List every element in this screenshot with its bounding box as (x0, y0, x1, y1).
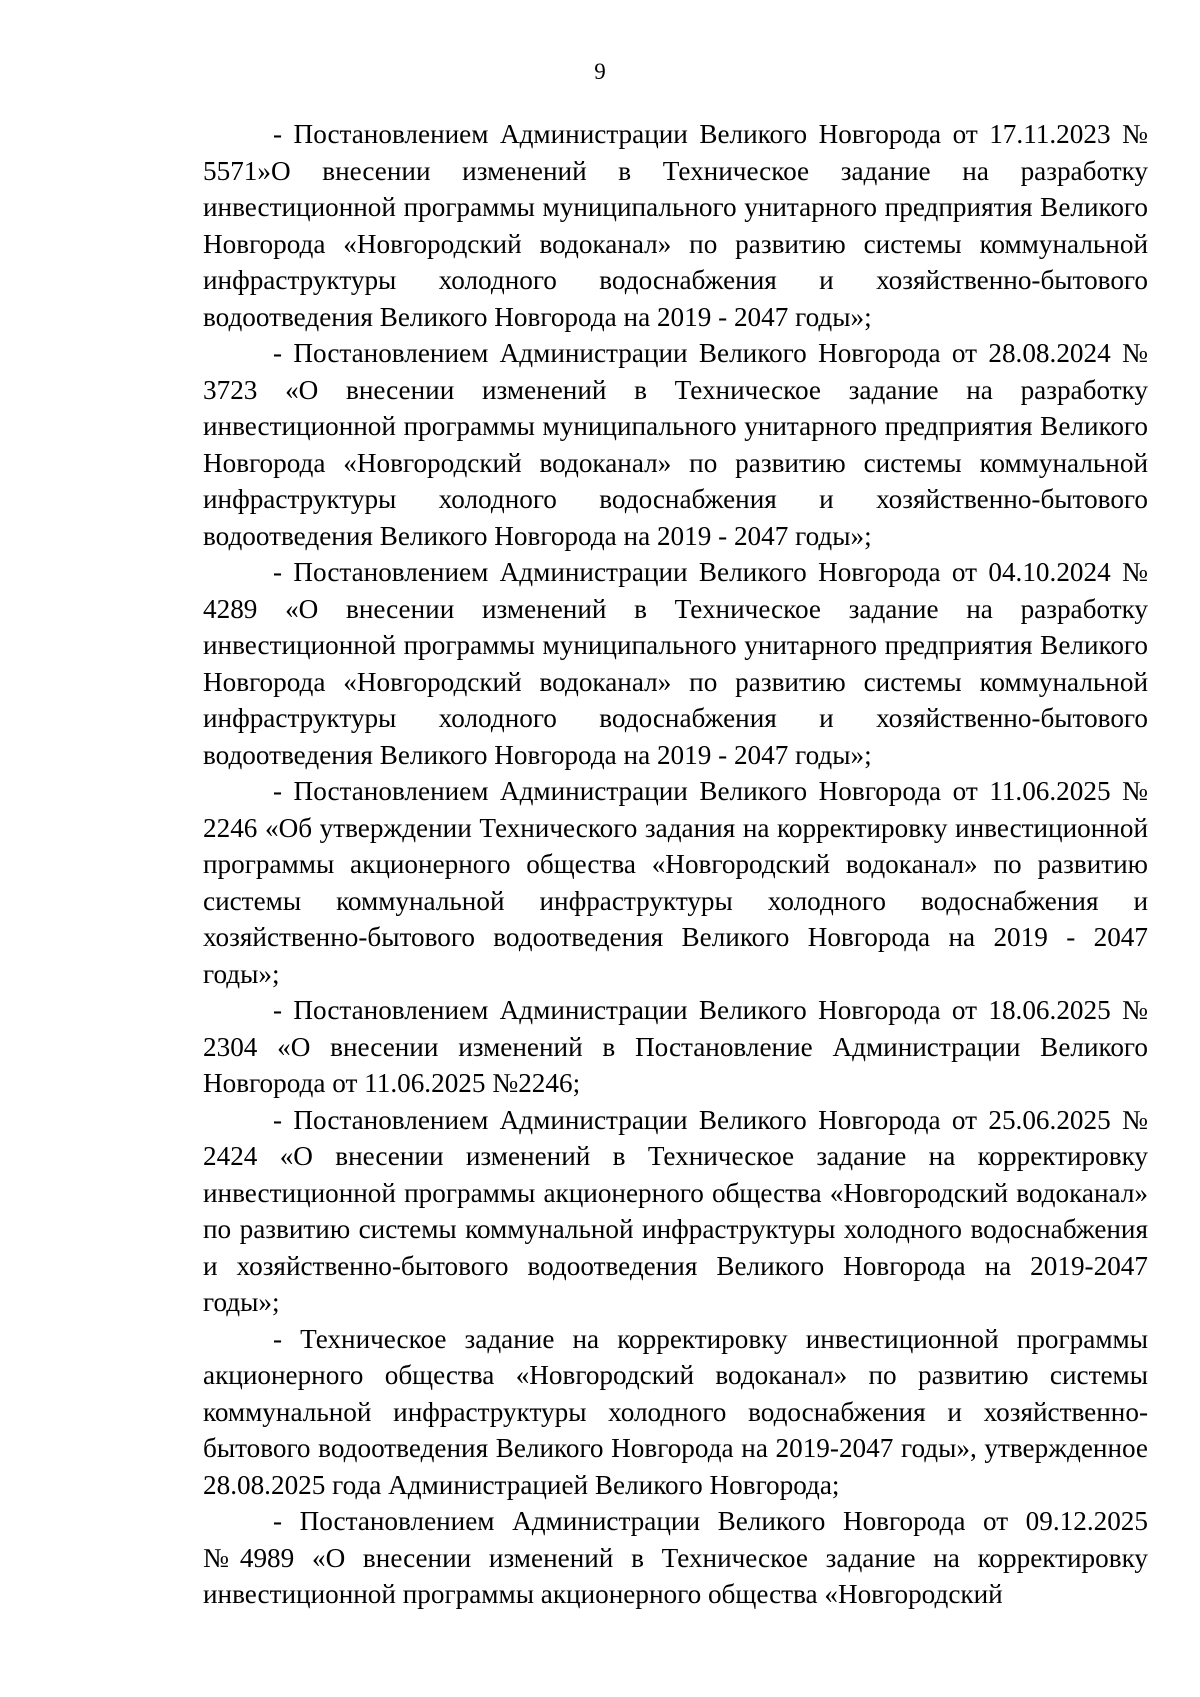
paragraph: - Постановлением Администрации Великого Новгорода от 04.10.2024 № 4289 «О внесении изменений в Техническое задание на разработку инвестиционной программы муниципального унитарного предприятия Великого Новгорода «Новгородский водоканал» по развитию системы коммунальной инфраструктуры холодного водоснабжения и хозяйственно-бытового водоотведения Великого Новгорода на 2019 - 2047 годы»; (203, 557, 1148, 770)
paragraph: - Постановлением Администрации Великого Новгорода от 18.06.2025 № 2304 «О внесении изменений в Постановление Администрации Великого Новгорода от 11.06.2025 №2246; (203, 995, 1148, 1098)
paragraph: - Постановлением Администрации Великого Новгорода от 11.06.2025 № 2246 «Об утверждении Технического задания на корректировку инвестиционной программы акционерного общества «Новгородский водоканал» по развитию системы коммунальной инфраструктуры холодного водоснабжения и хозяйственно-бытового водоотведения Великого Новгорода на 2019 - 2047 годы»; (203, 776, 1148, 989)
paragraph: - Постановлением Администрации Великого Новгорода от 28.08.2024 № 3723 «О внесении изменений в Техническое задание на разработку инвестиционной программы муниципального унитарного предприятия Великого Новгорода «Новгородский водоканал» по развитию системы коммунальной инфраструктуры холодного водоснабжения и хозяйственно-бытового водоотведения Великого Новгорода на 2019 - 2047 годы»; (203, 338, 1148, 551)
page-number: 9 (594, 59, 606, 84)
paragraph: - Постановлением Администрации Великого Новгорода от 17.11.2023 № 5571»О внесении изменений в Техническое задание на разработку инвестиционной программы муниципального унитарного предприятия Великого Новгорода «Новгородский водоканал» по развитию системы коммунальной инфраструктуры холодного водоснабжения и хозяйственно-бытового водоотведения Великого Новгорода на 2019 - 2047 годы»; (203, 119, 1148, 332)
document-body (203, 116, 1148, 1613)
paragraph: - Постановлением Администрации Великого Новгорода от 25.06.2025 № 2424 «О внесении изменений в Техническое задание на корректировку инвестиционной программы акционерного общества «Новгородский водоканал» по развитию системы коммунальной инфраструктуры холодного водоснабжения и хозяйственно-бытового водоотведения Великого Новгорода на 2019-2047 годы»; (203, 1104, 1148, 1317)
paragraph: - Постановлением Администрации Великого Новгорода от 09.12.2025 №4989 «О внесении изменений в Техническое задание на корректировку инвестиционной программы акционерного общества «Новгородский (203, 1506, 1148, 1609)
paragraph: - Техническое задание на корректировку инвестиционной программы акционерного общества «Новгородский водоканал» по развитию системы коммунальной инфраструктуры холодного водоснабжения и хозяйственно-бытового водоотведения Великого Новгорода на 2019-2047 годы», утвержденное 28.08.2025 года Администрацией Великого Новгорода; (203, 1323, 1148, 1500)
